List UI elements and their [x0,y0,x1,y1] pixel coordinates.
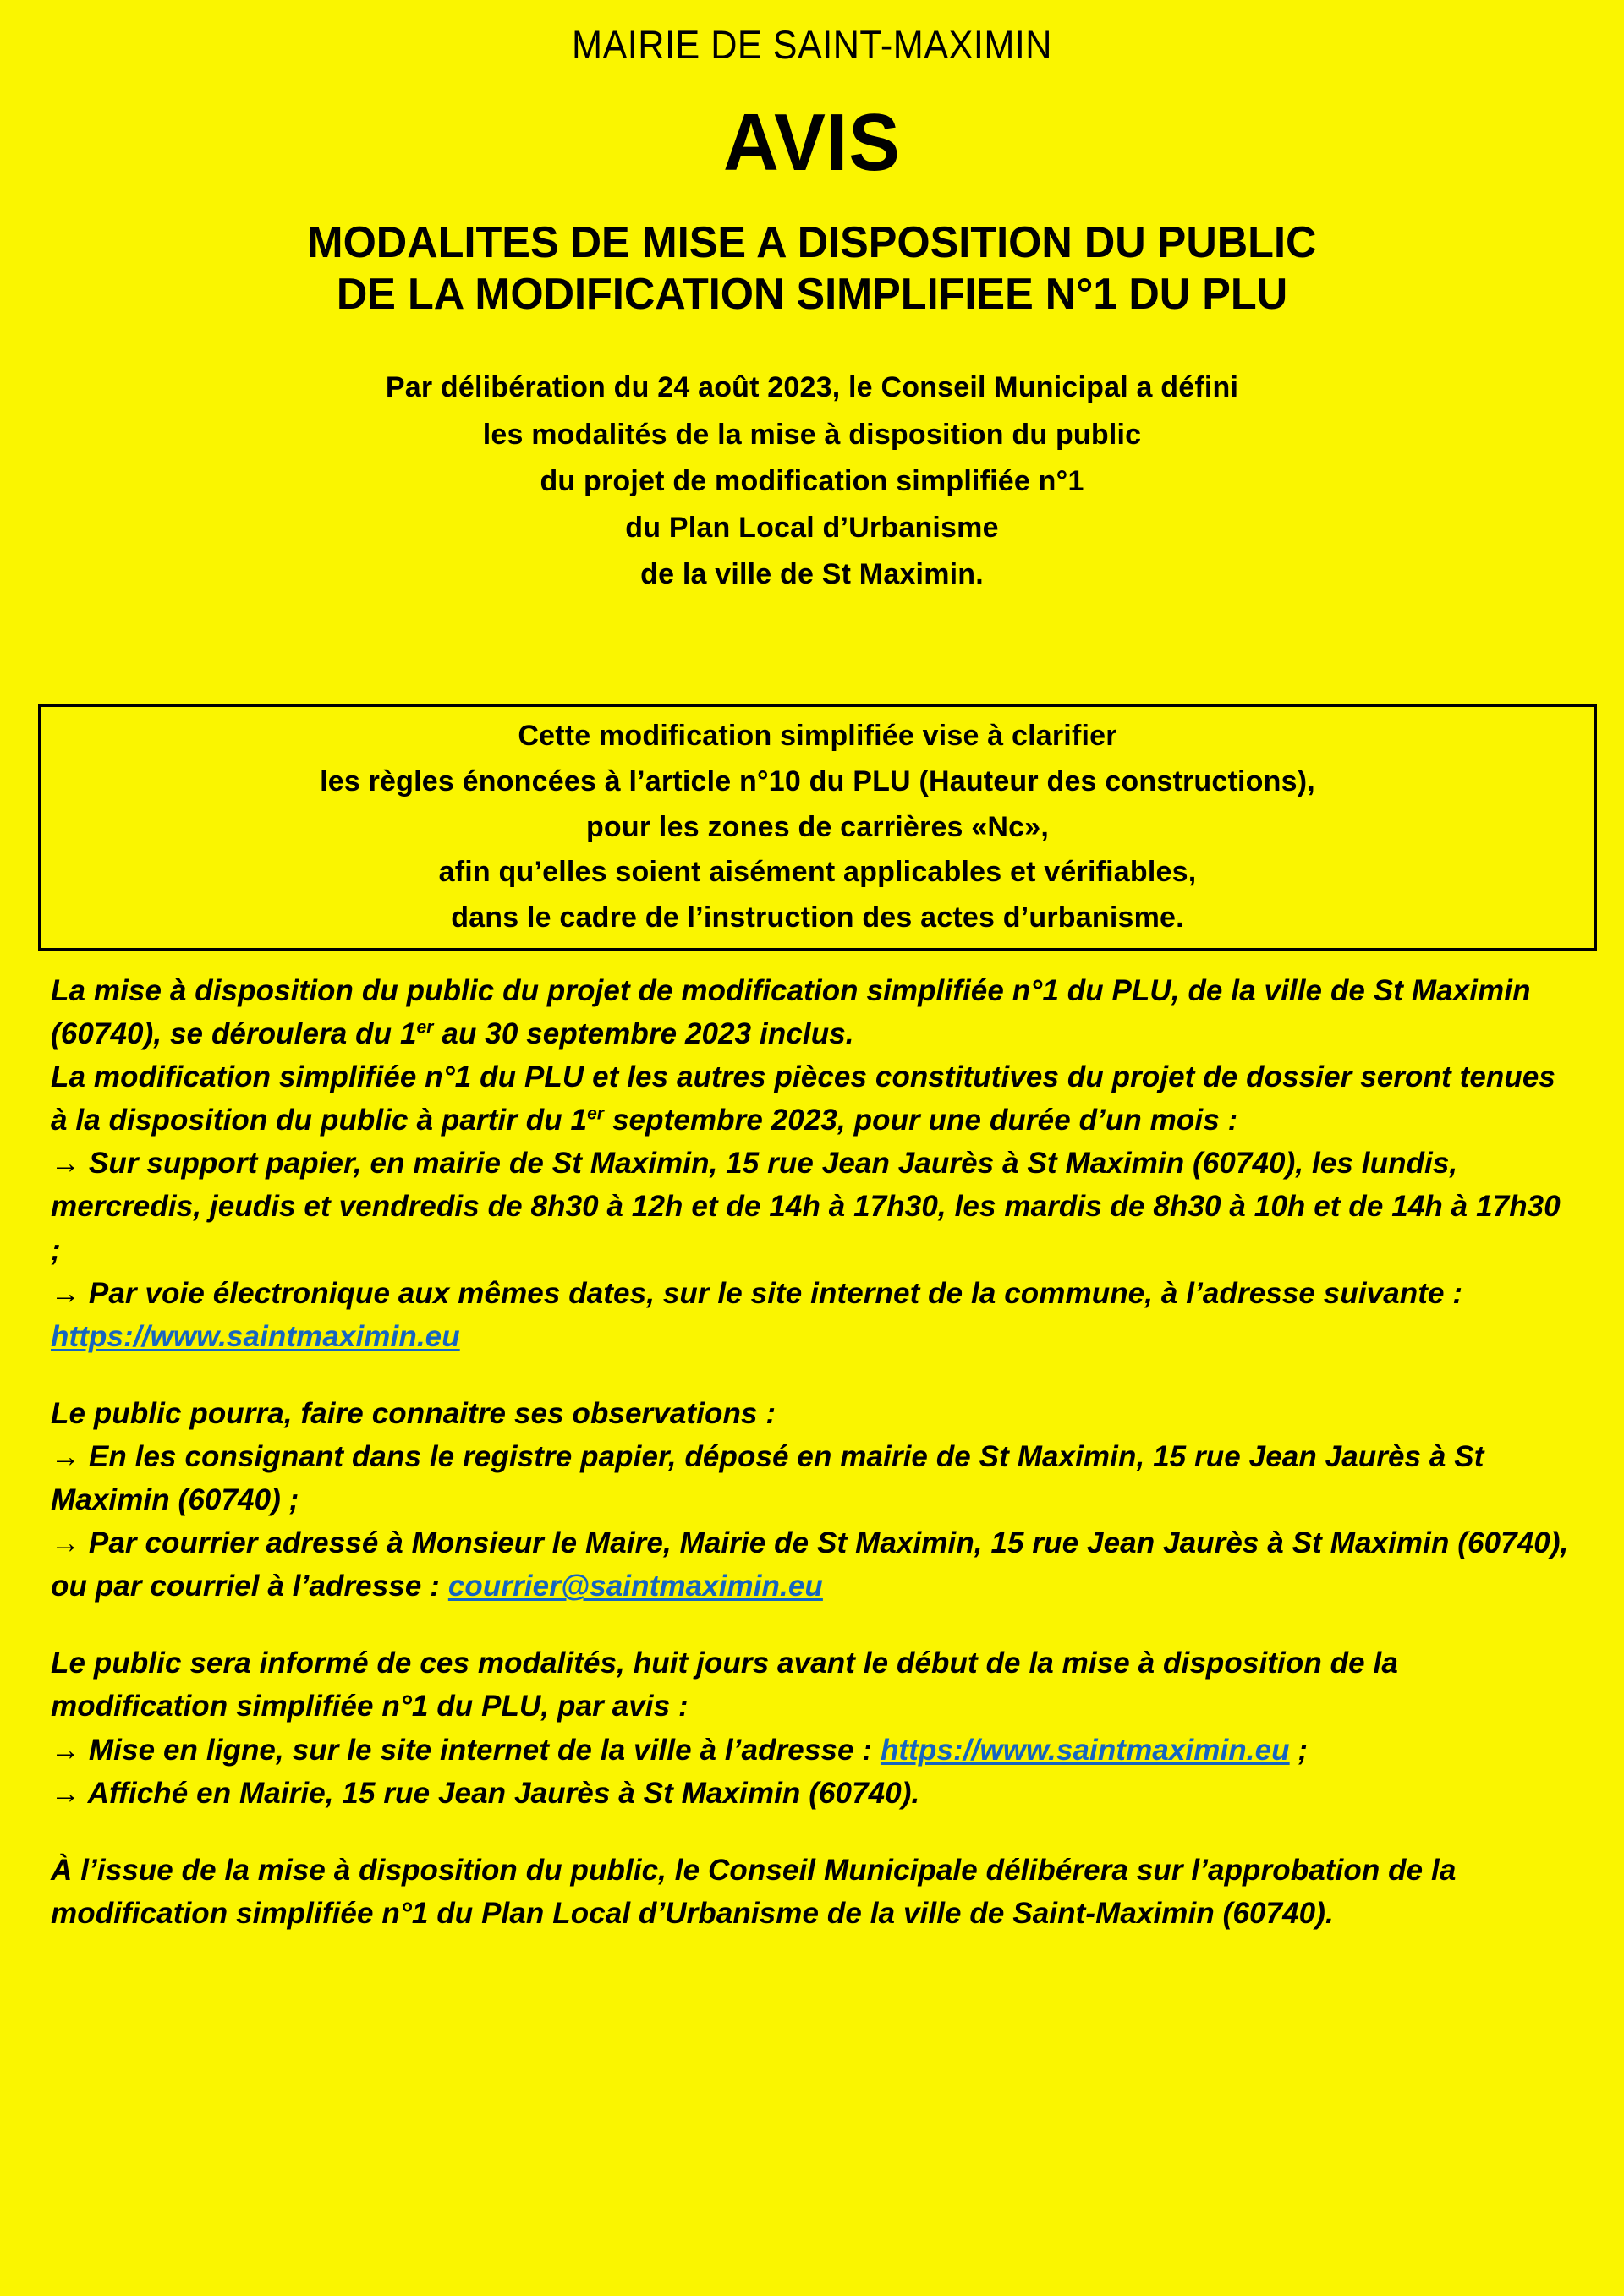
paragraph-spacer [51,1608,1577,1641]
email-link[interactable]: courrier@saintmaximin.eu [447,1570,823,1603]
bullet-text: ; [1289,1733,1309,1767]
poster-body [51,969,1577,1935]
ordinal-suffix: er [416,1017,434,1038]
intro-block [0,364,1624,597]
framed-line: les règles énoncées à l’article n°10 du PLU (Hauteur des constructions), [320,764,1315,797]
bullet-electronic-access [51,1272,1577,1358]
paragraph-spacer [51,1815,1577,1849]
website-link[interactable]: https://www.saintmaximin.eu [880,1733,1290,1767]
poster-header [0,0,1624,321]
page-title: AVIS [723,96,901,188]
intro-line: du Plan Local d’Urbanisme [625,511,999,544]
ordinal-suffix: er [587,1104,605,1124]
framed-purpose-box [38,704,1597,951]
bullet-register-paper: → En les consignant dans le registre papier, déposé en mairie de St Maximin, 15 rue Jean Jaurès à St Maximin (60740) ; [51,1439,1484,1517]
intro-line: du projet de modification simplifiée n°1 [540,464,1084,497]
subtitle-line-1: MODALITES DE MISE A DISPOSITION DU PUBLIC [307,217,1317,267]
paragraph-text: septembre 2023, pour une durée d’un mois : [604,1104,1238,1137]
framed-line: afin qu’elles soient aisément applicables et vérifiables, [438,856,1197,889]
intro-line: les modalités de la mise à disposition du public [482,418,1142,451]
paragraph-text: La modification simplifiée n°1 du PLU et les autres pièces constitutives du projet de dossier seront tenues à la disposition du public à partir du 1 [51,1060,1556,1137]
paragraph-closing: À l’issue de la mise à disposition du public, le Conseil Municipale délibérera sur l’approbation de la modification simplifiée n°1 du Plan Local d’Urbanisme de la ville de Saint-Maximin (60740). [51,1853,1457,1930]
website-link[interactable]: https://www.saintmaximin.eu [51,1319,460,1353]
poster-subtitle [25,217,1599,321]
bullet-mail-and-email [51,1521,1577,1608]
framed-line: Cette modification simplifiée vise à clarifier [518,720,1117,753]
paragraph-spacer [51,1358,1577,1392]
heading-public-information: Le public sera informé de ces modalités, huit jours avant le début de la mise à disposition de la modification simplifiée n°1 du PLU, par avis : [51,1647,1398,1723]
paragraph-text: au 30 septembre 2023 inclus. [433,1017,854,1051]
bullet-text: → Par voie électronique aux mêmes dates, sur le site internet de la commune, à l’adresse suivante : [51,1276,1463,1310]
framed-line: dans le cadre de l’instruction des actes d’urbanisme. [451,901,1184,934]
bullet-text: → Par courrier adressé à Monsieur le Maire, Mairie de St Maximin, 15 rue Jean Jaurès à St Maximin (60740), ou par courriel à l’adresse : [51,1526,1569,1603]
bullet-paper-support: → Sur support papier, en mairie de St Maximin, 15 rue Jean Jaurès à St Maximin (60740), les lundis, mercredis, jeudis et vendredis de 8h30 à 12h et de 14h à 17h30, les mardis de 8h30 à 10h et de 14h à 17h30 ; [51,1147,1561,1267]
paragraph-availability-period [51,969,1577,1055]
heading-observations: Le public pourra, faire connaitre ses observations : [51,1396,776,1430]
intro-line: de la ville de St Maximin. [640,557,984,590]
organisation-name: MAIRIE DE SAINT-MAXIMIN [572,22,1052,67]
bullet-online-publication [51,1729,1577,1772]
subtitle-line-2: DE LA MODIFICATION SIMPLIFIEE N°1 DU PLU [336,270,1288,320]
bullet-town-hall-posting: → Affiché en Mairie, 15 rue Jean Jaurès à St Maximin (60740). [51,1776,920,1810]
framed-line: pour les zones de carrières «Nc», [585,810,1050,843]
paragraph-text: La mise à disposition du public du projet de modification simplifiée n°1 du PLU, de la ville de St Maximin (60740), se déroulera du 1 [51,974,1531,1051]
bullet-text: → Mise en ligne, sur le site internet de la ville à l’adresse : [51,1733,881,1767]
intro-line: Par délibération du 24 août 2023, le Conseil Municipal a défini [385,371,1239,404]
paragraph-dossier-availability [51,1055,1577,1142]
